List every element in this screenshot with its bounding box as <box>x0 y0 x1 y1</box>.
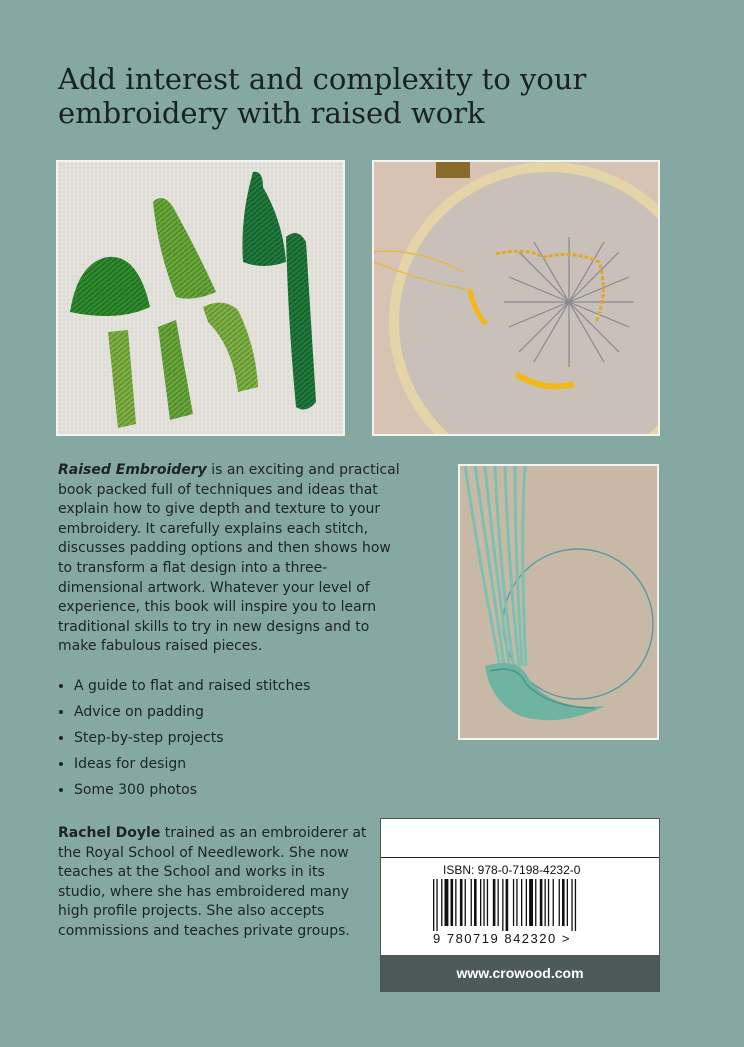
list-item: Step-by-step projects <box>58 729 388 755</box>
author-bio <box>58 824 368 942</box>
feature-list <box>58 677 388 807</box>
description-text: is an exciting and practical book packed full of techniques and ideas that explain how to give depth and texture to your embroidery. It carefully explains each stitch, discusses padding options and then shows how to transform a flat design into a three-dimensional artwork. Whatever your level of experience, this book will inspire you to learn traditional skills to try in new designs and to make fabulous raised pieces. <box>58 462 400 655</box>
divider <box>381 857 659 858</box>
list-item: Ideas for design <box>58 755 388 781</box>
list-item: Some 300 photos <box>58 781 388 807</box>
book-description <box>58 461 408 657</box>
turquoise-thread-photo <box>458 464 659 740</box>
headline: Add interest and complexity to your embroidery with raised work <box>58 62 587 130</box>
isbn-label: ISBN: 978-0-7198-4232-0 <box>443 863 581 877</box>
author-name: Rachel Doyle <box>58 825 161 841</box>
author-bio-text: trained as an embroiderer at the Royal School of Needlework. She now teaches at the School and works in its studio, where she has embroidered many high profile projects. She also accepts commissions and teaches private groups. <box>58 825 367 939</box>
list-item: Advice on padding <box>58 703 388 729</box>
barcode-panel <box>380 818 660 992</box>
barcode-graphic <box>431 879 621 931</box>
list-item: A guide to flat and raised stitches <box>58 677 388 703</box>
embroidery-hoop-photo <box>372 160 660 436</box>
website-link[interactable]: www.crowood.com <box>381 955 659 991</box>
embroidered-green-shapes-photo <box>56 160 345 436</box>
barcode-digits: 9 780719 842320 > <box>433 931 571 946</box>
book-title: Raised Embroidery <box>58 462 207 478</box>
